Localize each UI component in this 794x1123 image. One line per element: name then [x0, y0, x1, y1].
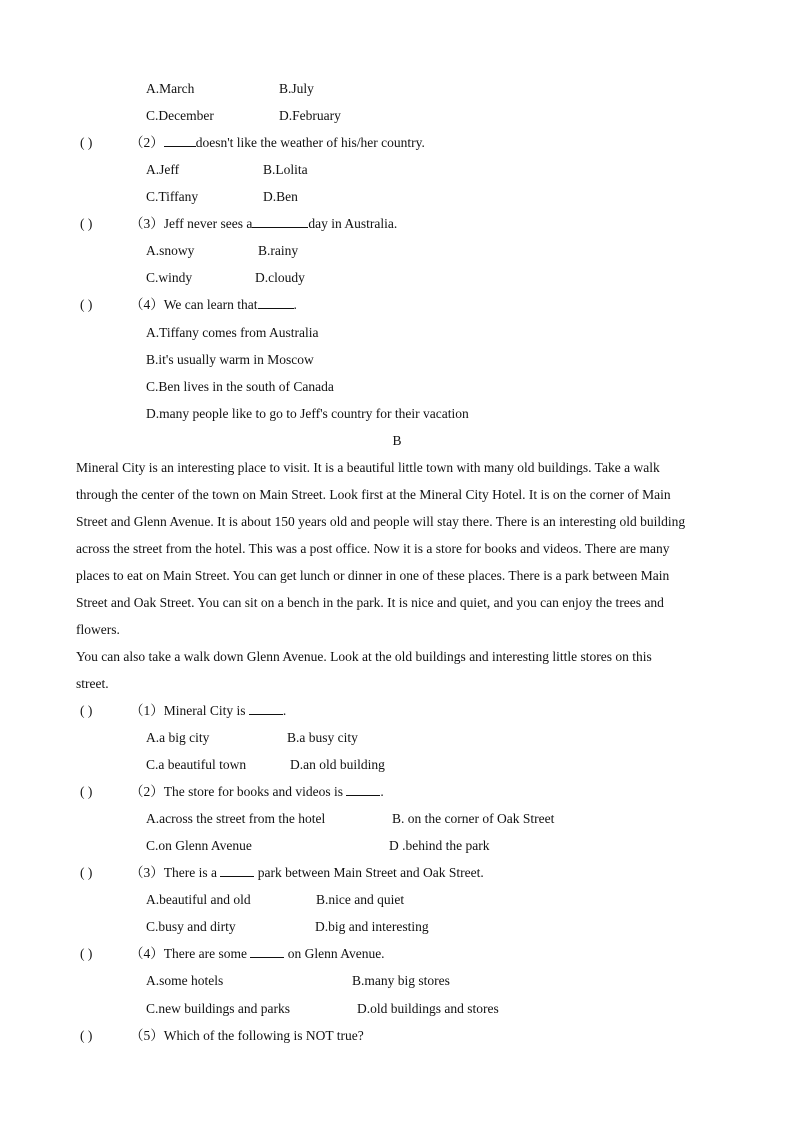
question-text: doesn't like the weather of his/her country.	[195, 135, 425, 150]
answer-paren[interactable]: ( )	[80, 1028, 93, 1043]
b-q1-option-d: D.an old building	[290, 757, 385, 772]
answer-blank[interactable]	[249, 702, 283, 715]
passage-line: Mineral City is an interesting place to visit. It is a beautiful little town with many old buildings. Take a walk	[76, 460, 660, 475]
question-number: （3）	[130, 216, 164, 231]
b-q2-option-d: D .behind the park	[389, 838, 490, 853]
a-q1-option-d: D.February	[279, 108, 341, 123]
answer-paren[interactable]: ( )	[80, 216, 93, 231]
a-q4-option-b: B.it's usually warm in Moscow	[146, 352, 314, 367]
a-q2-stem	[80, 134, 425, 152]
question-number: （2）	[130, 135, 164, 150]
question-text-before: We can learn that	[163, 297, 258, 312]
a-q4-option-d: D.many people like to go to Jeff's country for their vacation	[146, 406, 469, 421]
a-q1-option-c: C.December	[146, 108, 214, 123]
b-q4-stem	[80, 945, 385, 963]
a-q3-option-c: C.windy	[146, 270, 193, 285]
answer-blank[interactable]	[164, 134, 196, 147]
b-q3-stem	[80, 864, 484, 882]
question-text-after: .	[380, 784, 384, 799]
question-text-after: day in Australia.	[308, 216, 398, 231]
answer-paren[interactable]: ( )	[80, 297, 93, 312]
b-q2-option-c: C.on Glenn Avenue	[146, 838, 252, 853]
b-q3-option-b: B.nice and quiet	[316, 892, 405, 907]
passage-line: flowers.	[76, 622, 120, 637]
passage-line: You can also take a walk down Glenn Avenue. Look at the old buildings and interesting little stores on this	[76, 649, 652, 664]
question-text-before: There is a	[163, 865, 217, 880]
a-q2-option-d: D.Ben	[263, 189, 298, 204]
b-q2-option-a: A.across the street from the hotel	[146, 811, 326, 826]
question-text-before: Mineral City is	[163, 703, 246, 718]
answer-blank[interactable]	[220, 864, 254, 877]
question-number: （4）	[130, 297, 164, 312]
answer-blank[interactable]	[258, 296, 294, 309]
answer-blank[interactable]	[252, 215, 308, 228]
a-q1-option-a: A.March	[146, 81, 195, 96]
b-q4-option-c: C.new buildings and parks	[146, 1001, 290, 1016]
b-q4-option-b: B.many big stores	[352, 973, 450, 988]
section-b-heading: B	[392, 433, 402, 448]
question-number: （3）	[130, 865, 164, 880]
b-q2-option-b: B. on the corner of Oak Street	[392, 811, 555, 826]
passage-line: Street and Glenn Avenue. It is about 150 years old and people will stay there. There is an interesting old building	[76, 514, 686, 529]
answer-paren[interactable]: ( )	[80, 784, 93, 799]
b-q1-option-b: B.a busy city	[287, 730, 358, 745]
b-q4-option-d: D.old buildings and stores	[357, 1001, 499, 1016]
a-q4-option-c: C.Ben lives in the south of Canada	[146, 379, 334, 394]
question-text: Which of the following is NOT true?	[163, 1028, 364, 1043]
a-q2-option-b: B.Lolita	[263, 162, 308, 177]
question-text-after: .	[293, 297, 297, 312]
b-q1-option-a: A.a big city	[146, 730, 210, 745]
a-q3-option-b: B.rainy	[258, 243, 299, 258]
question-text-after: on Glenn Avenue.	[287, 946, 385, 961]
question-number: （1）	[130, 703, 164, 718]
a-q4-option-a: A.Tiffany comes from Australia	[146, 325, 319, 340]
answer-paren[interactable]: ( )	[80, 946, 93, 961]
passage-line: places to eat on Main Street. You can get lunch or dinner in one of these places. There is a park between Main	[76, 568, 670, 583]
a-q1-option-b: B.July	[279, 81, 314, 96]
passage-line: across the street from the hotel. This was a post office. Now it is a store for books and videos. There are many	[76, 541, 670, 556]
answer-paren[interactable]: ( )	[80, 135, 93, 150]
passage-line: Street and Oak Street. You can sit on a bench in the park. It is nice and quiet, and you can enjoy the trees and	[76, 595, 664, 610]
question-text-before: The store for books and videos is	[163, 784, 343, 799]
b-q3-option-a: A.beautiful and old	[146, 892, 251, 907]
a-q2-option-c: C.Tiffany	[146, 189, 199, 204]
question-number: （2）	[130, 784, 164, 799]
a-q3-option-a: A.snowy	[146, 243, 195, 258]
passage-line: street.	[76, 676, 109, 691]
b-q5-stem	[80, 1027, 364, 1045]
question-text-before: There are some	[163, 946, 247, 961]
question-text-after: .	[282, 703, 287, 718]
question-number: （4）	[130, 946, 164, 961]
answer-paren[interactable]: ( )	[80, 703, 93, 718]
answer-blank[interactable]	[250, 945, 284, 958]
passage-line: through the center of the town on Main Street. Look first at the Mineral City Hotel. It is on the corner of Main	[76, 487, 671, 502]
question-number: （5）	[130, 1028, 164, 1043]
answer-blank[interactable]	[346, 783, 380, 796]
question-text-after: park between Main Street and Oak Street.	[257, 865, 484, 880]
b-q2-stem	[80, 783, 384, 801]
b-q1-option-c: C.a beautiful town	[146, 757, 247, 772]
b-q3-option-d: D.big and interesting	[315, 919, 429, 934]
a-q3-stem	[80, 215, 397, 233]
b-q1-stem	[80, 702, 286, 720]
a-q2-option-a: A.Jeff	[146, 162, 180, 177]
b-q3-option-c: C.busy and dirty	[146, 919, 236, 934]
b-q4-option-a: A.some hotels	[146, 973, 224, 988]
question-text-before: Jeff never sees a	[163, 216, 253, 231]
answer-paren[interactable]: ( )	[80, 865, 93, 880]
a-q4-stem	[80, 296, 297, 314]
a-q3-option-d: D.cloudy	[255, 270, 305, 285]
